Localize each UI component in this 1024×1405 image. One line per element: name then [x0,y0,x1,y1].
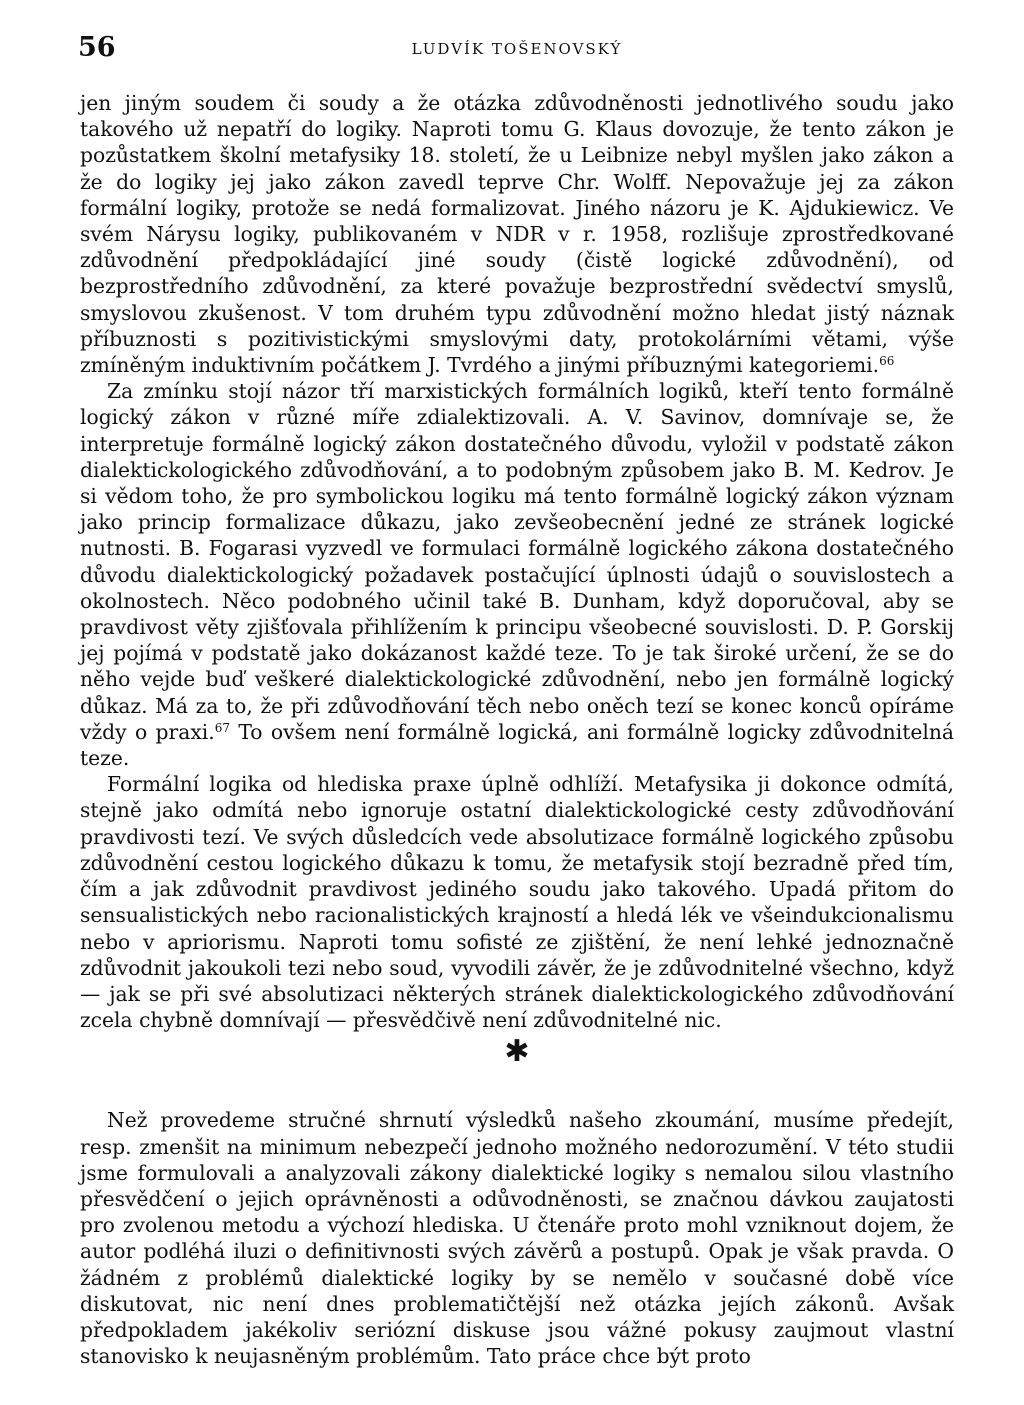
page [80,30,954,1369]
paragraph-4 [80,1107,954,1369]
section-separator-asterisk: ✱ [504,1034,530,1070]
body-text [80,90,954,1369]
paragraph-3-text: Formální logika od hlediska praxe úplně odhlíží. Metafysika ji dokonce odmítá, stejně jako odmítá nebo ignoruje ostatní dialektickologické cesty zdůvodňování pravdivosti tezí. Ve svých důsledcích vede absolutizace formálně logického způsobu zdůvodnění cestou logického důkazu k tomu, že metafysik stojí bezradně před tím, čím a jak zdůvodnit pravdivost jediného soudu jako takového. Upadá přitom do sensualistických nebo racionalistických krajností a hledá lék ve všeindukcionalismu nebo v apriorismu. Naproti tomu sofisté ze zjištění, že není lehké jednoznačně zdůvodnit jakoukoli tezi nebo soud, vyvodili závěr, že je zdůvodnitelné všechno, když — jak se při své absolutizaci některých stránek dialektickologického zdůvodňování zcela chybně domnívají — přesvědčivě není zdůvodnitelné nic. [80,772,954,1033]
paragraph-2 [80,378,954,771]
paragraph-1 [80,90,954,378]
page-number: 56 [78,32,116,63]
paragraph-1-text: jen jiným soudem či soudy a že otázka zdůvodněnosti jednotlivého soudu jako takového už nepatří do logiky. Naproti tomu G. Klaus dovozuje, že tento zákon je pozůstatkem školní metafysiky 18. století, že u Leibnize nebyl myšlen jako zákon a že do logiky jej jako zákon zavedl teprve Chr. Wolff. Nepovažuje jej za zákon formální logiky, protože se nedá formalizovat. Jiného názoru je K. Ajdukiewicz. Ve svém Nárysu logiky, publikovaném v NDR v r. 1958, rozlišuje zprostředkované zdůvodnění předpokládající jiné soudy (čistě logické zdůvodnění), od bezprostředního zdůvodnění, za které považuje bezprostřední svědectví smyslů, smyslovou zkušenost. V tom druhém typu zdůvodnění možno hledat jistý náznak příbuznosti s pozitivistickými smyslovými daty, protokolárními větami, výše zmíněným induktivním počátkem J. Tvrdého a jinými příbuznými kategoriemi. [80,91,954,378]
paragraph-4-text: Než provedeme stručné shrnutí výsledků našeho zkoumání, musíme předejít, resp. zmenšit na minimum nebezpečí jednoho možného nedorozumění. V této studii jsme formulovali a analyzovali zákony dialektické logiky s nemalou silou vlastního přesvědčení o jejich oprávněnosti a odůvodněnosti, se značnou dávkou zaujatosti pro zvolenou metodu a výchozí hlediska. U čtenáře proto mohl vzniknout dojem, že autor podléhá iluzi o definitivnosti svých závěrů a postupů. Opak je však pravda. O žádném z problémů dialektické logiky by se nemělo v současné době více diskutovat, nic není dnes problematičtější než otázka jejích zákonů. Avšak předpokladem jakékoliv seriózní diskuse jsou vážné pokusy zaujmout vlastní stanovisko k neujasněným problémům. Tato práce chce být proto [80,1108,954,1369]
footnote-ref-67: 67 [214,720,230,735]
running-head-author: LUDVÍK TOŠENOVSKÝ [411,40,623,58]
paragraph-3 [80,771,954,1033]
paragraph-2-tail: To ovšem není formálně logická, ani formálně logicky zdůvodnitelná teze. [80,719,954,771]
footnote-ref-66: 66 [879,354,895,369]
running-head [80,30,954,70]
paragraph-2-text: Za zmínku stojí názor tří marxistických formálních logiků, kteří tento formálně logický zákon v různé míře zdialektizovali. A. V. Savinov, domnívaje se, že interpretuje formálně logický zákon dostatečného důvodu, vyložil v podstatě zákon dialektickologického zdůvodňování, a to podobným způsobem jako B. M. Kedrov. Je si vědom toho, že pro symbolickou logiku má tento formálně logický zákon význam jako princip formalizace důkazu, jako zevšeobecnění jedné ze stránek logické nutnosti. B. Fogarasi vyzvedl ve formulaci formálně logického zákona dostatečného důvodu dialektickologický požadavek postačující úplnosti údajů o souvislostech a okolnostech. Něco podobného učinil také B. Dunham, když doporučoval, aby se pravdivost věty zjišťovala přihlížením k principu všeobecné souvislosti. D. P. Gorskij jej pojímá v podstatě jako dokázanost každé teze. To je tak široké určení, že se do něho vejde buď veškeré dialektickologické zdůvodnění, nebo jen formálně logický důkaz. Má za to, že při zdůvodňování těch nebo oněch tezí se konec konců opíráme vždy o praxi. [80,379,954,744]
